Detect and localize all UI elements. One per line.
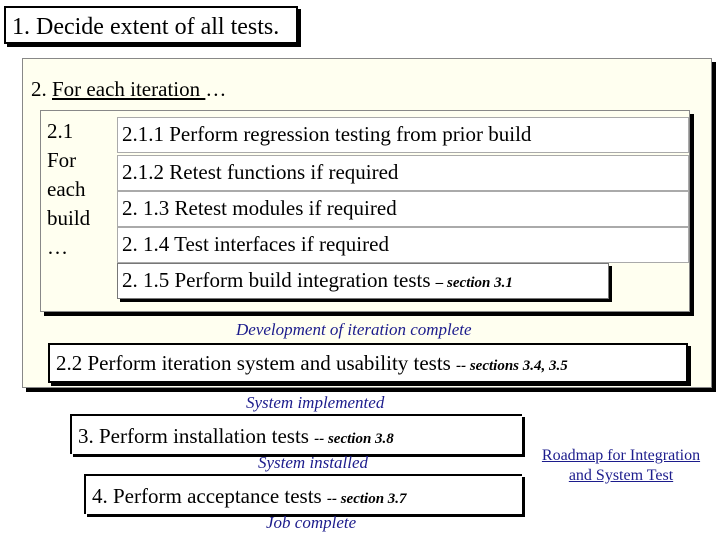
step-2-1-1-row [117, 117, 689, 153]
step-1-box [4, 6, 298, 44]
step-1-text: 1. Decide extent of all tests. [12, 14, 280, 40]
step-3-box [70, 414, 522, 454]
step-2-2-text: 2.2 Perform iteration system and usability tests [56, 351, 457, 375]
roadmap-line-2: and System Test [568, 467, 674, 484]
step-2-1-4-row [117, 227, 689, 263]
step-4-text: 4. Perform acceptance tests [92, 484, 327, 508]
step-2-1-1-text: 2.1.1 Perform regression testing from prior build [122, 122, 532, 146]
step-2-1-3-text: 2. 1.3 Retest modules if required [122, 196, 397, 220]
build-label: 2.1 For each build … [47, 119, 91, 259]
build-panel [40, 110, 690, 312]
milestone-system-implemented: System implemented [246, 393, 385, 412]
step-3-ref: -- section 3.8 [314, 431, 394, 447]
milestone-iteration-complete: Development of iteration complete [236, 320, 472, 339]
step-2-2-ref: -- sections 3.4, 3.5 [456, 358, 568, 374]
roadmap-line-1: Roadmap for Integration [541, 447, 701, 464]
step-2-1-5-row [117, 263, 609, 299]
iteration-title [31, 77, 226, 102]
step-2-1-2-row [117, 155, 689, 191]
iteration-title-underlined: For each iteration [52, 77, 206, 101]
step-2-1-4-text: 2. 1.4 Test interfaces if required [122, 232, 389, 256]
iteration-title-suffix: … [205, 77, 227, 101]
step-2-1-5-ref: – section 3.1 [435, 275, 513, 291]
step-2-2-box [48, 343, 688, 383]
step-2-1-5-text: 2. 1.5 Perform build integration tests [122, 268, 436, 292]
iteration-title-prefix: 2. [31, 77, 52, 101]
milestone-system-installed: System installed [258, 453, 369, 472]
step-4-ref: -- section 3.7 [326, 491, 407, 507]
step-2-1-2-text: 2.1.2 Retest functions if required [122, 160, 399, 184]
roadmap-link[interactable] [526, 446, 716, 486]
step-3-text: 3. Perform installation tests [78, 424, 315, 448]
milestone-job-complete: Job complete [266, 513, 357, 532]
step-4-box [84, 474, 522, 514]
step-2-1-3-row [117, 191, 689, 227]
